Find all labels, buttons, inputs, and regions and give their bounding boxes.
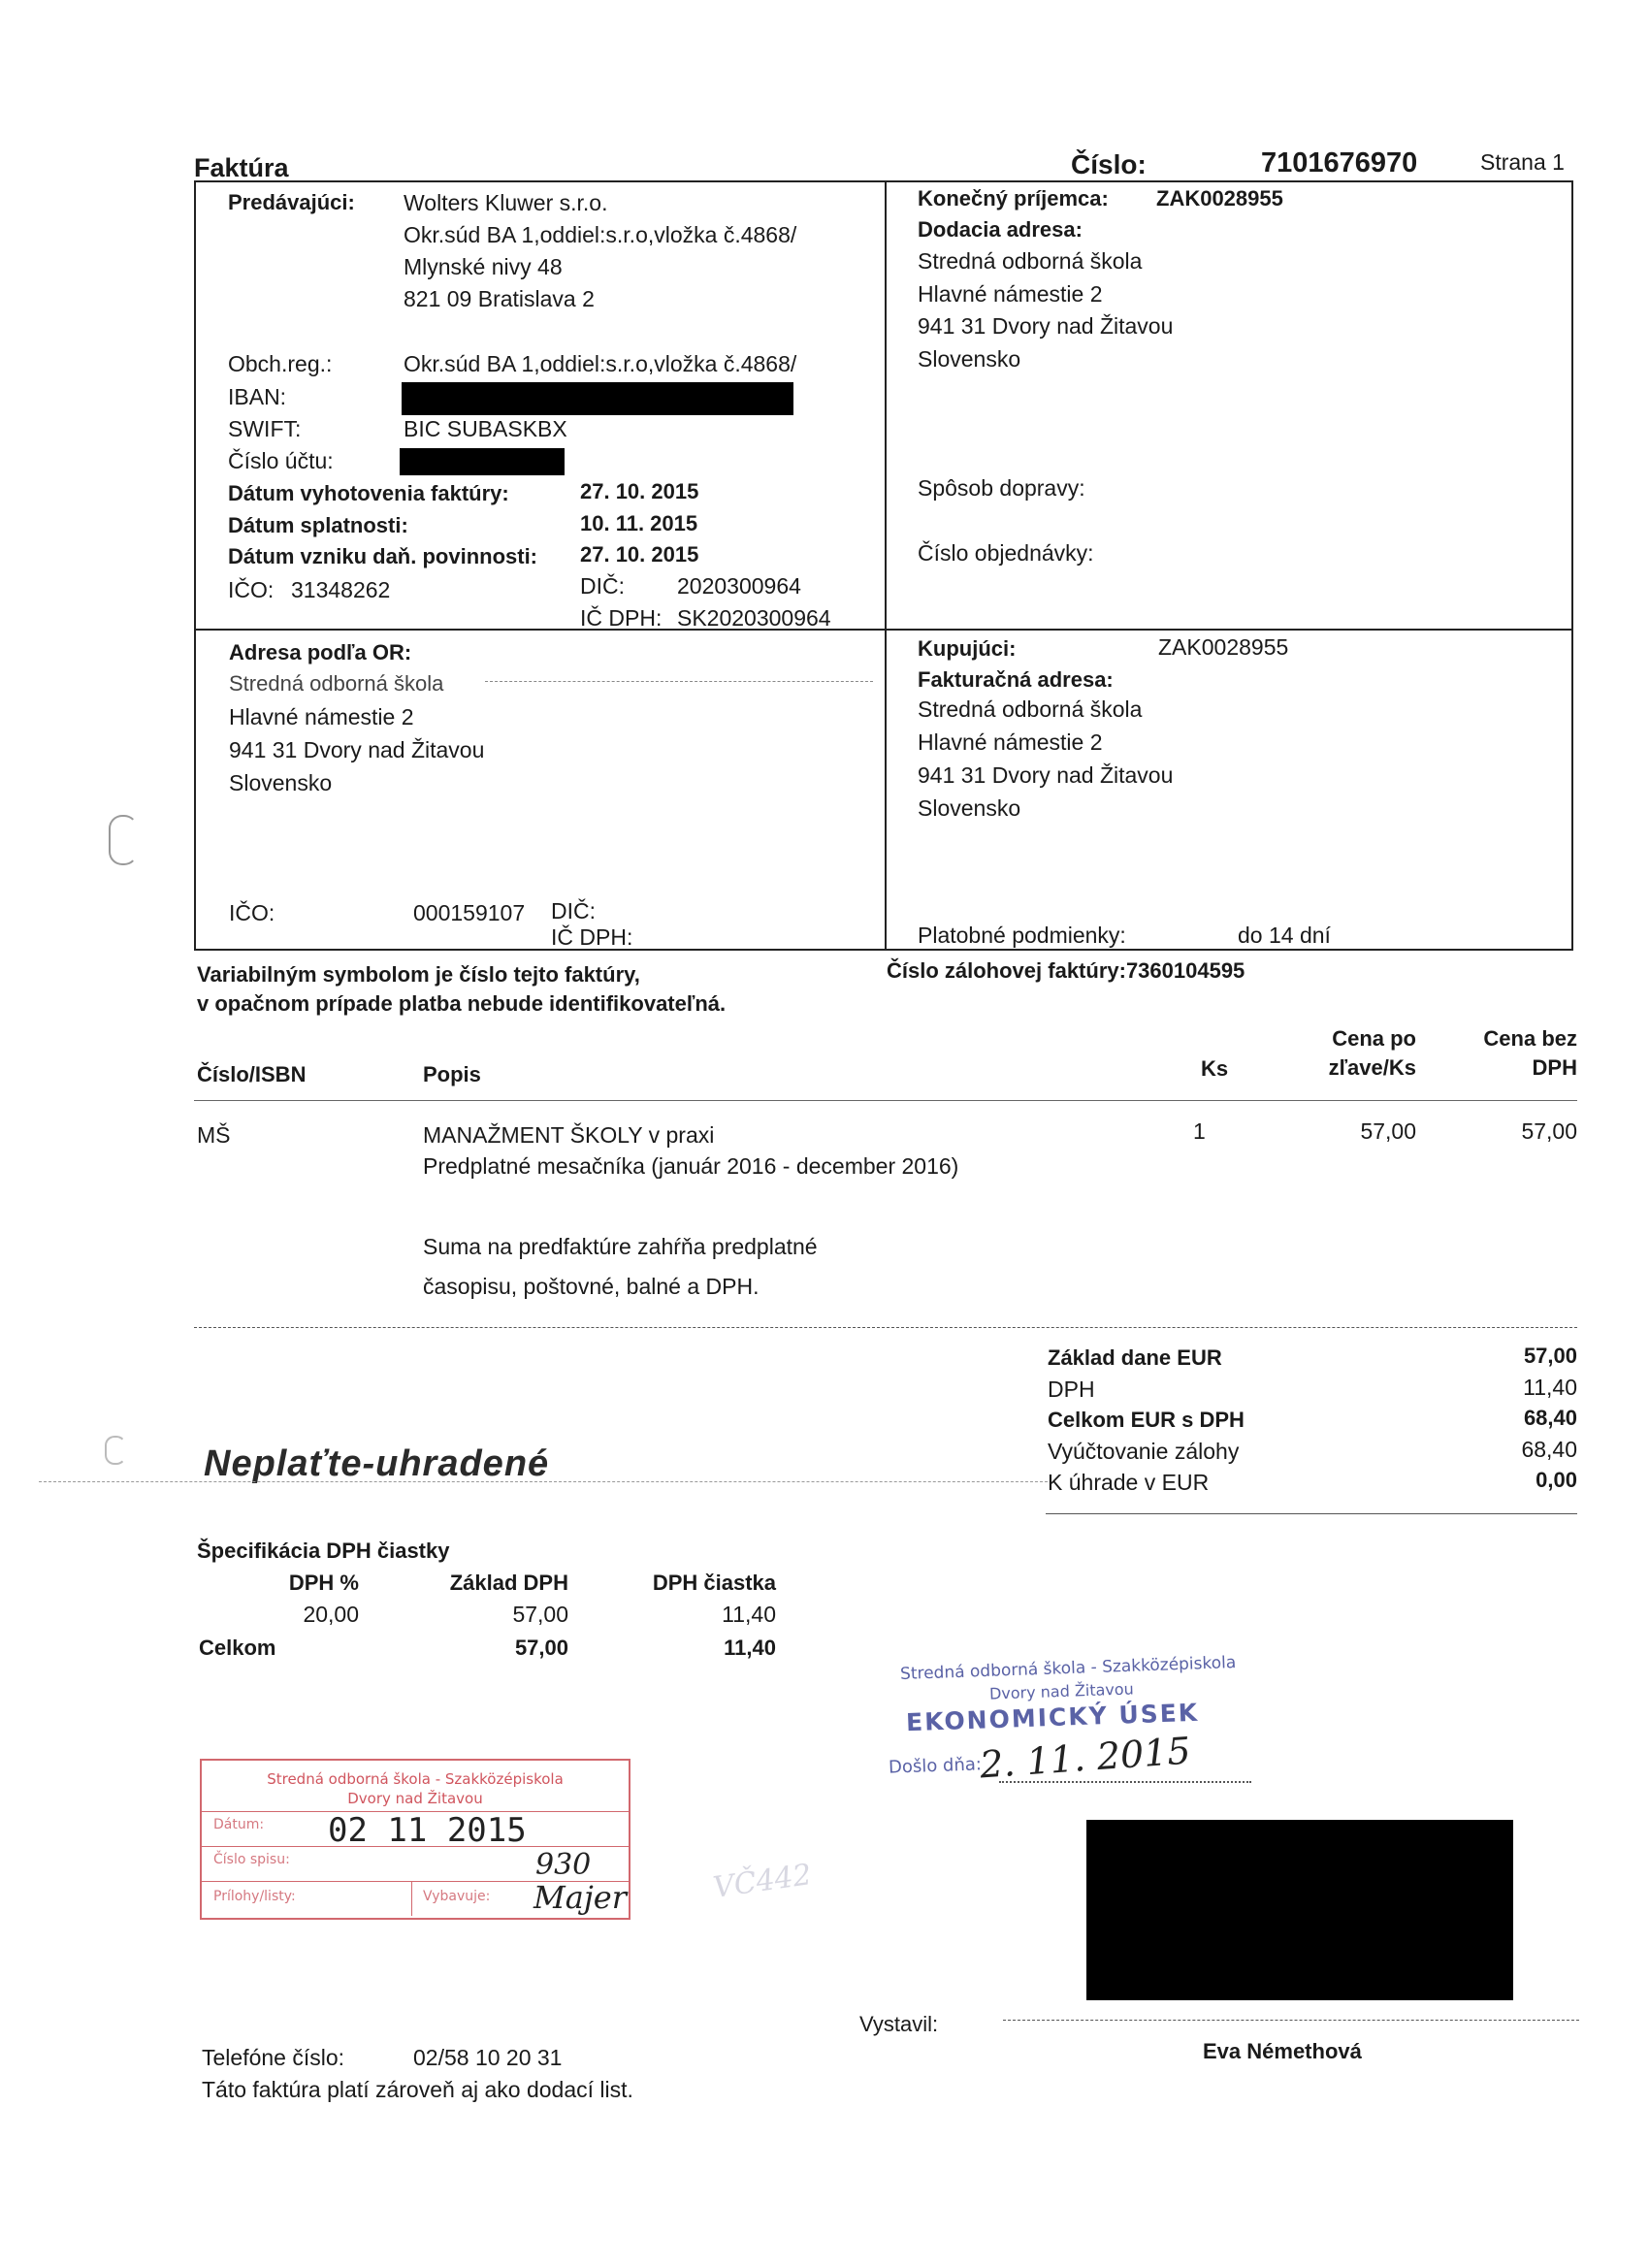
col-qty-header: Ks [1201,1056,1229,1081]
or-address-line-4: Slovensko [229,770,333,795]
vat-spec-title: Špecifikácia DPH čiastky [197,1539,450,1563]
col-isbn-header: Číslo/ISBN [197,1062,307,1086]
table-header-divider [194,1100,1577,1101]
registry-stamp-line-1: Stredná odborná škola - Szakközépiskola [267,1770,564,1788]
seller-ico-label: IČO: [228,577,275,602]
vat-value: 11,40 [1523,1375,1577,1400]
or-ico-label: IČO: [229,900,275,925]
item-code: MŠ [197,1122,231,1148]
swift-label: SWIFT: [228,416,302,441]
variable-symbol-note-2: v opačnom prípade platba nebude identifikovateľná. [197,991,727,1016]
advance-invoice-number: Číslo zálohovej faktúry:7360104595 [887,958,1245,983]
registry-date-label: Dátum: [213,1817,265,1832]
registry-handler-label: Vybavuje: [423,1889,491,1904]
issued-by-line [1003,2020,1579,2021]
invoice-address-line-2: Hlavné námestie 2 [918,729,1103,755]
variable-symbol-note-1: Variabilným symbolom je číslo tejto faktúry, [197,962,640,987]
invoice-number: 7101676970 [1261,147,1418,178]
vat-spec-total-amount: 11,40 [724,1636,776,1660]
totals-divider [1046,1513,1577,1514]
frame-middle-line [885,180,887,949]
tax-date-value: 27. 10. 2015 [580,542,699,567]
total-value: 68,40 [1523,1406,1577,1430]
delivery-line-2: Hlavné námestie 2 [918,281,1103,307]
invoice-address-line-1: Stredná odborná škola [918,697,1143,722]
seller-city: 821 09 Bratislava 2 [404,286,595,311]
recipient-label: Konečný príjemca: [918,186,1109,211]
punch-hole-mark [109,815,138,865]
swift-value: BIC SUBASKBX [404,416,567,441]
due-date-label: Dátum splatnosti: [228,513,408,537]
registry-stamp [200,1759,630,1920]
amount-due-label: K úhrade v EUR [1048,1470,1210,1495]
vat-label: DPH [1048,1377,1095,1402]
order-number-label: Číslo objednávky: [918,540,1094,566]
iban-label: IBAN: [228,384,287,409]
registry-stamp-line-2: Dvory nad Žitavou [347,1790,483,1807]
or-address-dash [485,681,873,682]
or-address-line-1: Stredná odborná škola [229,671,444,696]
item-subtitle: Predplatné mesačníka (január 2016 - december 2016) [423,1153,959,1179]
dept-stamp-received-date: 2. 11. 2015 [978,1729,1192,1787]
issued-by-label: Vystavil: [859,2012,939,2036]
issuer-name: Eva Némethová [1203,2039,1362,2063]
delivery-line-1: Stredná odborná škola [918,248,1143,274]
col-price-header-2: zľave/Ks [1328,1055,1416,1080]
seller-name: Wolters Kluwer s.r.o. [404,190,608,215]
transport-label: Spôsob dopravy: [918,475,1085,501]
registry-handler-signature: Majer [534,1879,627,1916]
or-address-line-3: 941 31 Dvory nad Žitavou [229,737,485,762]
item-note-2: časopisu, poštovné, balné a DPH. [423,1274,760,1299]
registry-file-value: 930 [535,1848,592,1882]
paid-note-line [39,1481,1048,1482]
paid-note: Neplaťte-uhradené [204,1443,550,1484]
delivery-line-3: 941 31 Dvory nad Žitavou [918,313,1174,339]
payment-terms-label: Platobné podmienky: [918,923,1126,948]
page-number: Strana 1 [1480,149,1565,175]
phone-value: 02/58 10 20 31 [413,2045,563,2070]
seller-dic-label: DIČ: [580,573,625,599]
or-icdph-label: IČ DPH: [551,924,633,950]
tax-base-value: 57,00 [1523,1344,1577,1368]
invoice-title: Faktúra [194,153,289,182]
obch-reg-value: Okr.súd BA 1,oddiel:s.r.o,vložka č.4868/ [404,351,797,376]
col-price-header-1: Cena po [1332,1026,1416,1051]
invoice-address-label: Fakturačná adresa: [918,667,1114,692]
item-qty: 1 [1193,1118,1206,1144]
iban-redaction [402,382,793,415]
frame-bottom-line [194,949,1573,951]
or-ico-value: 000159107 [413,900,526,925]
recipient-code: ZAK0028955 [1156,186,1283,211]
invoice-address-line-3: 941 31 Dvory nad Žitavou [918,762,1174,788]
signature-redaction [1086,1820,1513,2000]
delivery-address-label: Dodacia adresa: [918,217,1083,242]
dept-stamp-line-1: Stredná odborná škola - Szakközépiskola [899,1652,1237,1685]
tax-base-label: Základ dane EUR [1048,1345,1222,1370]
or-dic-label: DIČ: [551,898,596,923]
delivery-line-4: Slovensko [918,346,1021,372]
item-price: 57,00 [1360,1118,1416,1144]
advance-settlement-value: 68,40 [1521,1437,1577,1462]
dept-stamp-received-label: Došlo dňa: [888,1754,983,1778]
account-redaction [400,448,565,475]
tax-date-label: Dátum vzniku daň. povinnosti: [228,544,538,568]
vat-spec-base-header: Základ DPH [449,1571,568,1595]
delivery-note-text: Táto faktúra platí zároveň aj ako dodací list. [202,2077,633,2102]
invoice-number-label: Číslo: [1071,149,1147,179]
total-label: Celkom EUR s DPH [1048,1408,1245,1432]
vat-spec-amount-header: DPH čiastka [652,1571,776,1595]
phone-label: Telefóne číslo: [202,2045,345,2070]
vat-spec-base: 57,00 [512,1602,568,1627]
seller-label: Predávajúci: [228,190,355,214]
frame-left-line [194,180,196,949]
vat-spec-rate: 20,00 [303,1602,359,1627]
registry-date-value: 02 11 2015 [328,1811,527,1850]
issue-date-label: Dátum vyhotovenia faktúry: [228,481,509,505]
seller-dic-value: 2020300964 [677,573,801,599]
items-end-divider [194,1327,1577,1328]
buyer-code: ZAK0028955 [1158,634,1289,660]
frame-right-line [1571,180,1573,949]
col-description-header: Popis [423,1062,481,1086]
issue-date-value: 27. 10. 2015 [580,479,699,503]
vat-spec-total-base: 57,00 [514,1636,568,1660]
invoice-address-line-4: Slovensko [918,795,1021,821]
item-note-1: Suma na predfaktúre zahŕňa predplatné [423,1234,818,1259]
account-label: Číslo účtu: [228,448,334,473]
or-address-label: Adresa podľa OR: [229,640,412,664]
advance-settlement-label: Vyúčtovanie zálohy [1048,1439,1240,1464]
buyer-label: Kupujúci: [918,636,1017,661]
vat-spec-total-label: Celkom [199,1636,276,1660]
seller-icdph-label: IČ DPH: [580,605,663,631]
punch-hole-mark-2 [105,1436,126,1465]
seller-registry: Okr.súd BA 1,oddiel:s.r.o,vložka č.4868/ [404,222,797,247]
registry-file-label: Číslo spisu: [213,1852,290,1867]
obch-reg-label: Obch.reg.: [228,351,333,376]
frame-middle-divider [194,629,1573,631]
col-net-header-2: DPH [1532,1055,1577,1080]
item-net: 57,00 [1521,1118,1577,1144]
item-name: MANAŽMENT ŠKOLY v praxi [423,1122,715,1148]
dept-stamp-signature-line [999,1781,1251,1783]
or-address-line-2: Hlavné námestie 2 [229,704,414,729]
vat-spec-amount: 11,40 [722,1602,776,1627]
vat-spec-rate-header: DPH % [288,1571,359,1595]
frame-top-line [194,180,1573,182]
col-net-header-1: Cena bez [1483,1026,1577,1051]
registry-attachments-label: Prílohy/listy: [213,1889,296,1904]
faint-handwriting: VČ442 [711,1858,814,1905]
seller-street: Mlynské nivy 48 [404,254,563,279]
dept-stamp-line-3: EKONOMICKÝ ÚSEK [905,1698,1200,1737]
seller-ico-value: 31348262 [291,577,391,602]
payment-terms-value: do 14 dní [1238,923,1331,948]
due-date-value: 10. 11. 2015 [580,511,698,535]
amount-due-value: 0,00 [1536,1468,1577,1492]
dept-stamp-line-2: Dvory nad Žitavou [988,1679,1135,1703]
seller-icdph-value: SK2020300964 [677,605,831,631]
